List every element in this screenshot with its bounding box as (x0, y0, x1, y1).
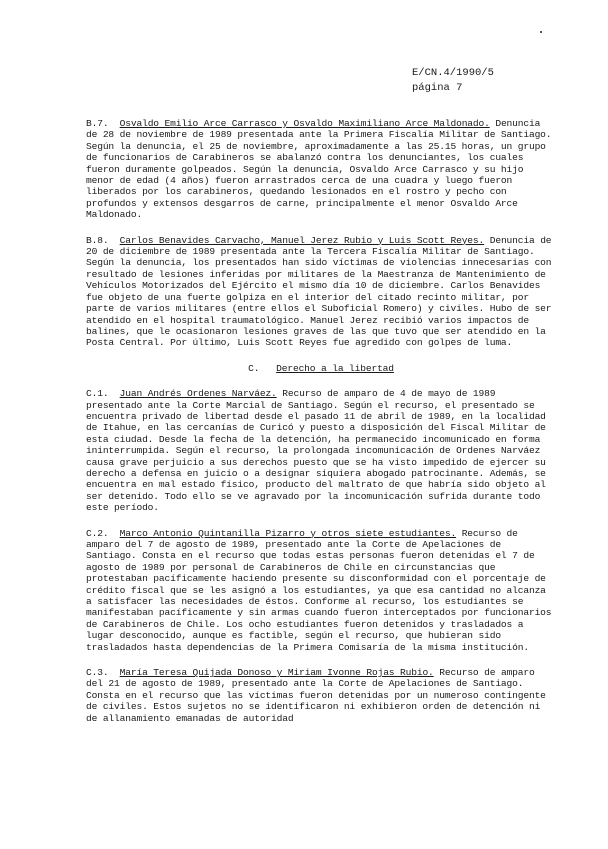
item-title: Juan Andrés Ordenes Narváez. (119, 388, 277, 400)
item-title: Osvaldo Emilio Arce Carrasco y Osvaldo Maximiliano Arce Maldonado. (119, 118, 490, 129)
item-body: Recurso de amparo del 7 de agosto de 1989, presentado ante la Corte de Apelaciones de Santiago. Consta en el recurso que todas estas personas fueron detenidas el 7 de agosto de 1989 por personal de Carabineros de Chile en circunstancias que protestaban pacíficamente haciendo presente su disconformidad con el porcentaje de crédito fiscal que se les asignó a los estudiantes, ya que esa cantidad no alcanza a satisfacer las necesidades de éstos. Conforme al recurso, los estudiantes se manifestaban pacíficamente y sin armas cuando fueron interceptados por funcionarios de Carabineros de Chile. Los ocho estudiantes fueron detenidos y trasladados a lugar desconocido, aunque es factible, según el recurso, que hubieran sido trasladados hasta dependencias de la Primera Comisaría de la misma institución. (86, 527, 552, 653)
page-number: página 7 (412, 82, 463, 94)
page-header (412, 66, 494, 96)
section-letter: C. (248, 362, 260, 374)
paragraph-c3 (86, 667, 556, 724)
paragraph-b7 (86, 118, 556, 221)
item-body: Recurso de amparo del 21 de agosto de 1989, presentado ante la Corte de Apelaciones de Santiago. Consta en el recurso que las víctimas fueron detenidas por un numeroso contingente de civiles. Estos sujetos no se identificaron ni exhibieron orden de detención ni de allanamiento emanadas de autoridad (86, 667, 546, 724)
item-title: Marco Antonio Quintanilla Pizarro y otros siete estudiantes. (119, 527, 457, 539)
section-heading (86, 363, 556, 374)
scan-speck (540, 31, 542, 33)
document-symbol: E/CN.4/1990/5 (412, 67, 494, 79)
item-body: Denuncia de 28 de noviembre de 1989 presentada ante la Primera Fiscalía Militar de Santiago. Según la denuncia, el 25 de noviembre, aproximadamente a las 25.15 horas, un grupo de funcionarios de Carabineros se abalanzó contra los denunciantes, los cuales fueron duramente golpeados. Según la denuncia, Osvaldo Arce Carrasco y su hijo menor de edad (4 años) fueron arrastrados cerca de una cuadra y luego fueron liberados por los carabineros, quedando lesionados en el rostro y pecho con profundos y extensos desgarros de carne, principalmente el menor Osvaldo Arce Maldonado. (86, 118, 552, 221)
document-body (86, 118, 556, 738)
item-number: B.8. (86, 234, 109, 246)
item-number: C.3. (86, 667, 109, 679)
paragraph-c2 (86, 528, 556, 653)
item-body: Denuncia de 20 de diciembre de 1989 presentada ante la Tercera Fiscalía Militar de Santiago. Según la denuncia, los presentados han sido víctimas de violencias innecesarias con resultado de lesiones inferidas por militares de la Maestranza de Mantenimiento de Vehículos Motorizados del Ejército el mismo día 10 de diciembre. Carlos Benavides fue objeto de una fuerte golpiza en el interior del citado recinto militar, por parte de varios militares (entre ellos el Suboficial Romero) y civiles. Hubo de ser atendido en el hospital traumatológico. Manuel Jerez recibió varios impactos de balines, que le ocasionaron lesiones graves de las que tuvo que ser atendido en la Posta Central. Por último, Luis Scott Reyes fue agredido con golpes de luma. (86, 234, 552, 349)
section-title: Derecho a la libertad (276, 362, 394, 374)
paragraph-c1 (86, 388, 556, 513)
item-number: C.1. (86, 388, 109, 400)
item-number: C.2. (86, 527, 109, 539)
item-title: María Teresa Quijada Donoso y Miriam Ivonne Rojas Rubio. (119, 667, 434, 679)
item-number: B.7. (86, 118, 109, 129)
paragraph-b8 (86, 235, 556, 349)
item-body: Recurso de amparo de 4 de mayo de 1989 presentado ante la Corte Marcial de Santiago. Según el recurso, el presentado se encuentra privado de libertad desde el pasado 11 de abril de 1989, en la localidad de Itahue, en las cercanías de Curicó y puesto a disposición del Fiscal Militar de esta ciudad. Desde la fecha de la detención, ha permanecido incomunicado en forma ininterrumpida. Según el recurso, la prolongada incomunicación de Ordenes Narváez causa grave perjuicio a sus derechos puesto que se ha visto impedido de ejercer su derecho a defensa en juicio o a designar siquiera abogado patrocinante. Además, se encuentra en mal estado físico, producto del maltrato de que habría sido objeto al ser detenido. Todo ello se ve agravado por la incomunicación sufrida durante todo este período. (86, 388, 546, 514)
item-title: Carlos Benavides Carvacho, Manuel Jerez Rubio y Luis Scott Reyes. (119, 234, 485, 246)
